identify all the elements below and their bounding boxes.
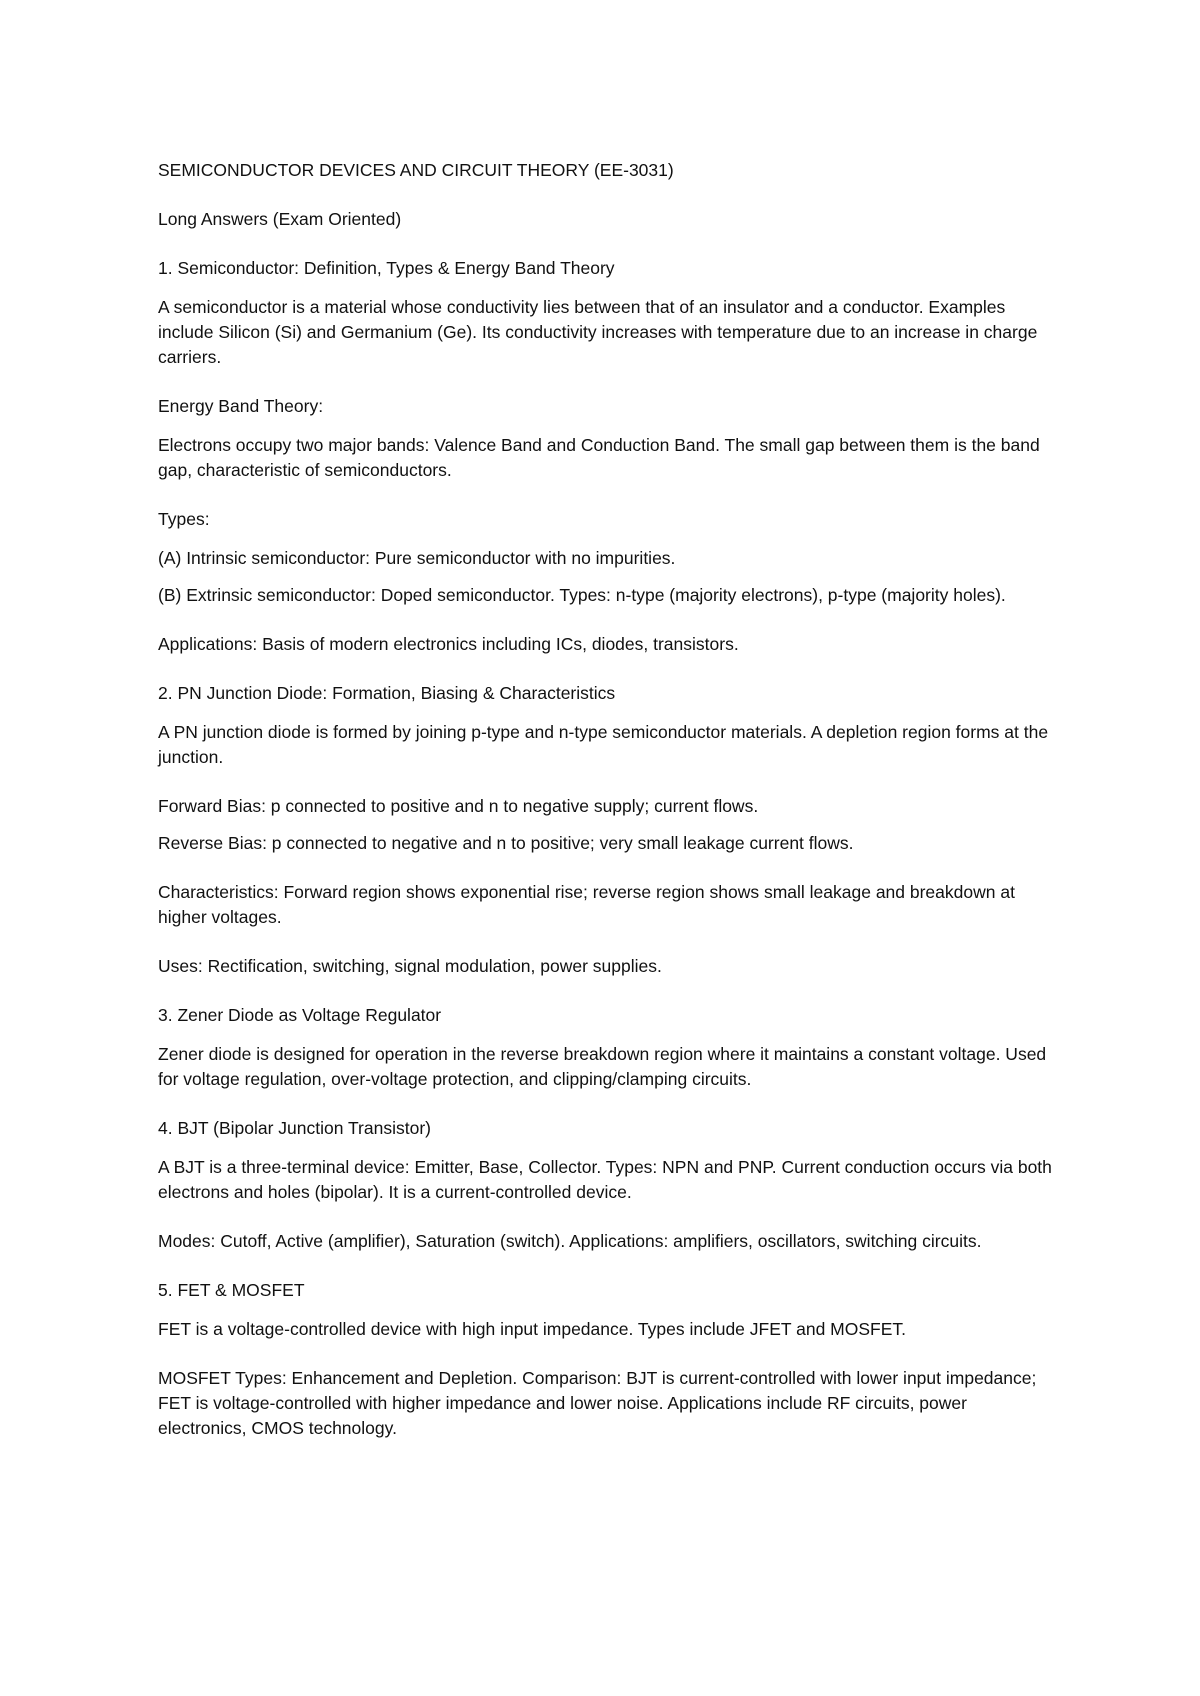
- paragraph: Types:: [158, 509, 210, 529]
- section-heading: 2. PN Junction Diode: Formation, Biasing & Characteristics: [158, 683, 616, 703]
- section-heading: 5. FET & MOSFET: [158, 1280, 305, 1300]
- paragraph: Electrons occupy two major bands: Valence Band and Conduction Band. The small gap between them is the band gap, characteristic of semiconductors.: [158, 435, 1040, 480]
- section-heading: 3. Zener Diode as Voltage Regulator: [158, 1005, 442, 1025]
- document-page: [158, 158, 1058, 1465]
- paragraph: (B) Extrinsic semiconductor: Doped semiconductor. Types: n-type (majority electrons), p-type (majority holes).: [158, 585, 1006, 605]
- paragraph: Modes: Cutoff, Active (amplifier), Saturation (switch). Applications: amplifiers, oscillators, switching circuits.: [158, 1231, 982, 1251]
- section-heading: 1. Semiconductor: Definition, Types & Energy Band Theory: [158, 258, 615, 278]
- paragraph: Uses: Rectification, switching, signal modulation, power supplies.: [158, 956, 662, 976]
- section-heading: 4. BJT (Bipolar Junction Transistor): [158, 1118, 431, 1138]
- paragraph: MOSFET Types: Enhancement and Depletion. Comparison: BJT is current-controlled with lower input impedance; FET is voltage-controlled with higher impedance and lower noise. Applications include RF circuits, power electronics, CMOS technology.: [158, 1368, 1037, 1438]
- paragraph: A BJT is a three-terminal device: Emitter, Base, Collector. Types: NPN and PNP. Current conduction occurs via both electrons and holes (bipolar). It is a current-controlled device.: [158, 1157, 1052, 1202]
- paragraph: A PN junction diode is formed by joining p-type and n-type semiconductor materials. A depletion region forms at the junction.: [158, 722, 1049, 767]
- paragraph: Forward Bias: p connected to positive and n to negative supply; current flows.: [158, 796, 759, 816]
- paragraph: A semiconductor is a material whose conductivity lies between that of an insulator and a conductor. Examples include Silicon (Si) and Germanium (Ge). Its conductivity increases with temperature due to an increase in charge carriers.: [158, 297, 1038, 367]
- paragraph: (A) Intrinsic semiconductor: Pure semiconductor with no impurities.: [158, 548, 676, 568]
- paragraph: Reverse Bias: p connected to negative and n to positive; very small leakage current flows.: [158, 833, 854, 853]
- paragraph: Energy Band Theory:: [158, 396, 324, 416]
- document-title: SEMICONDUCTOR DEVICES AND CIRCUIT THEORY (EE-3031): [158, 160, 674, 180]
- paragraph: Zener diode is designed for operation in the reverse breakdown region where it maintains a constant voltage. Used for voltage regulation, over-voltage protection, and clipping/clamping circuits.: [158, 1044, 1047, 1089]
- document-subtitle: Long Answers (Exam Oriented): [158, 209, 402, 229]
- paragraph: FET is a voltage-controlled device with high input impedance. Types include JFET and MOSFET.: [158, 1319, 907, 1339]
- paragraph: Characteristics: Forward region shows exponential rise; reverse region shows small leakage and breakdown at higher voltages.: [158, 882, 1015, 927]
- paragraph: Applications: Basis of modern electronics including ICs, diodes, transistors.: [158, 634, 739, 654]
